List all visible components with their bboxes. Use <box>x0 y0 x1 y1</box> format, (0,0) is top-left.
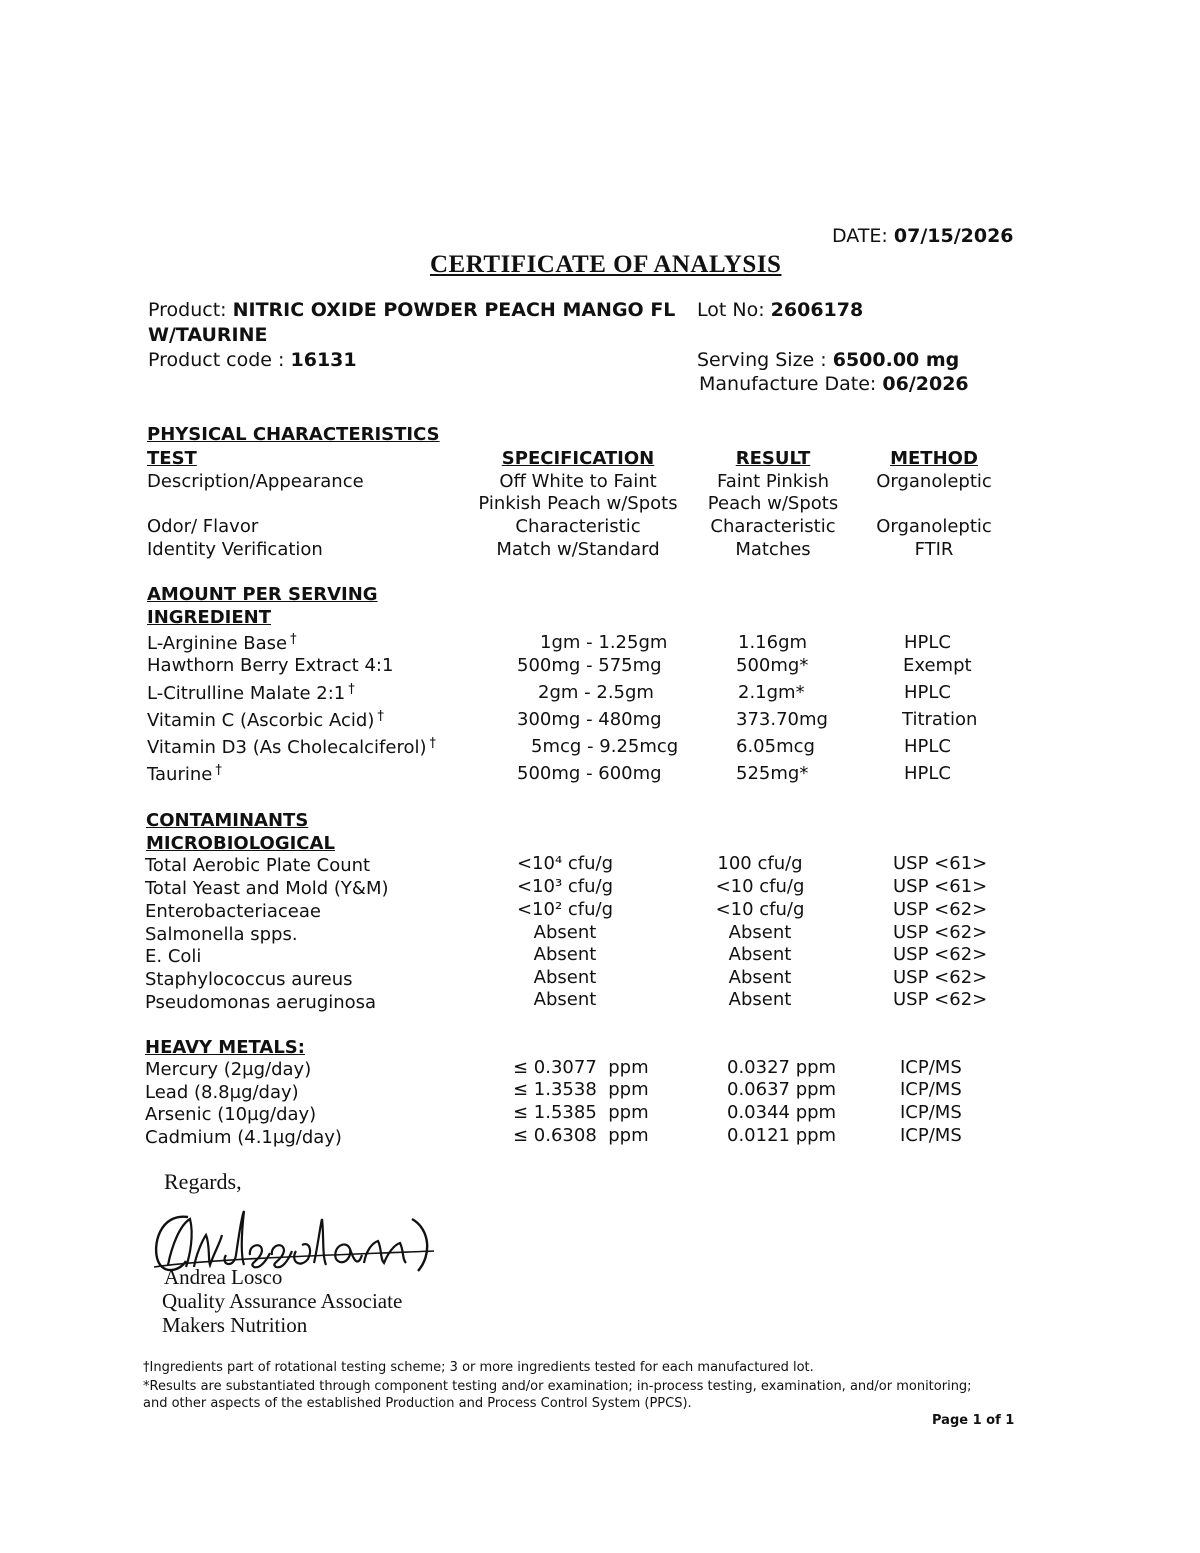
micro-spec-5: Absent <box>533 944 597 965</box>
mfg-value: 06/2026 <box>882 373 969 395</box>
spec-min: 2gm <box>538 682 579 703</box>
dagger-mark: † <box>215 763 222 778</box>
physical-spec-1a: Off White to Faint <box>499 471 657 492</box>
header-result: RESULT <box>735 448 811 469</box>
micro-spec-4: Absent <box>533 922 597 943</box>
ingredient-result-5: 6.05mcg <box>736 736 815 757</box>
ingredient-name-5 <box>147 736 436 758</box>
manufacture-date <box>699 373 969 395</box>
micro-result-2: <10 cfu/g <box>715 876 805 897</box>
micro-spec-2: <10³ cfu/g <box>516 876 614 897</box>
micro-spec-1: <10⁴ cfu/g <box>516 853 614 874</box>
spec-max: - 600mg <box>586 763 662 784</box>
ingredient-method-3: HPLC <box>904 682 951 703</box>
ingredient-header: INGREDIENT <box>147 607 271 628</box>
metal-method-1: ICP/MS <box>900 1057 962 1078</box>
micro-test-5: E. Coli <box>145 946 202 967</box>
ingredient-spec-4 <box>517 709 662 730</box>
micro-result-1: 100 cfu/g <box>717 853 803 874</box>
microbiological-header: MICROBIOLOGICAL <box>146 833 335 854</box>
physical-spec-1b: Pinkish Peach w/Spots <box>478 493 678 514</box>
ingredient-label: Taurine <box>147 764 213 785</box>
product-label: Product: <box>148 299 227 321</box>
physical-method-1: Organoleptic <box>876 471 992 492</box>
document-title: CERTIFICATE OF ANALYSIS <box>430 251 782 278</box>
ingredient-method-5: HPLC <box>904 736 951 757</box>
ingredient-spec-2 <box>517 655 662 676</box>
metal-test-1: Mercury (2µg/day) <box>145 1059 312 1080</box>
physical-result-3: Matches <box>735 539 811 560</box>
amount-section-title: AMOUNT PER SERVING <box>147 584 378 605</box>
spec-max: - 9.25mcg <box>587 736 679 757</box>
ingredient-name-4 <box>147 709 384 731</box>
spec-min: 500mg <box>517 763 581 784</box>
product-line <box>148 299 675 321</box>
metal-spec-3: ≤ 1.5385 ppm <box>513 1102 649 1123</box>
metal-spec-2: ≤ 1.3538 ppm <box>513 1079 649 1100</box>
metal-method-3: ICP/MS <box>900 1102 962 1123</box>
ingredient-name-2: Hawthorn Berry Extract 4:1 <box>147 655 394 676</box>
date <box>832 225 1014 247</box>
physical-method-2: Organoleptic <box>876 516 992 537</box>
lot-value: 2606178 <box>770 299 864 321</box>
contaminants-section-title: CONTAMINANTS <box>146 810 309 831</box>
footnote-star-line2: and other aspects of the established Production and Process Control System (PPCS). <box>143 1396 692 1411</box>
serving-size <box>697 349 959 371</box>
micro-method-1: USP <61> <box>893 853 988 874</box>
physical-method-3: FTIR <box>914 539 954 560</box>
company-name: Makers Nutrition <box>162 1313 308 1337</box>
ingredient-label: Vitamin D3 (As Cholecalciferol) <box>147 737 427 758</box>
ingredient-name-3 <box>147 682 355 704</box>
micro-test-1: Total Aerobic Plate Count <box>145 855 371 876</box>
spec-min: 300mg <box>517 709 581 730</box>
ingredient-method-1: HPLC <box>904 632 951 653</box>
page-number: Page 1 of 1 <box>932 1413 1015 1428</box>
regards-text: Regards, <box>164 1169 242 1194</box>
micro-result-3: <10 cfu/g <box>715 899 805 920</box>
footnote-dagger: †Ingredients part of rotational testing scheme; 3 or more ingredients tested for each manufactured lot. <box>143 1360 814 1375</box>
ingredient-result-2: 500mg* <box>736 655 809 676</box>
dagger-mark: † <box>290 632 297 647</box>
ingredient-label: L-Arginine Base <box>147 633 288 654</box>
product-code-value: 16131 <box>290 349 357 371</box>
physical-result-1a: Faint Pinkish <box>717 471 829 492</box>
date-value: 07/15/2026 <box>893 225 1014 247</box>
micro-spec-7: Absent <box>533 989 597 1010</box>
ingredient-label: Vitamin C (Ascorbic Acid) <box>147 710 375 731</box>
physical-test-1: Description/Appearance <box>147 471 364 492</box>
spec-max: - 1.25gm <box>586 632 668 653</box>
spec-min: 500mg <box>517 655 581 676</box>
physical-section-title: PHYSICAL CHARACTERISTICS <box>147 424 440 445</box>
micro-test-7: Pseudomonas aeruginosa <box>145 992 377 1013</box>
ingredient-spec-1 <box>540 632 667 653</box>
signer-role: Quality Assurance Associate <box>162 1289 403 1313</box>
product-code-label: Product code : <box>148 349 285 371</box>
micro-spec-6: Absent <box>533 967 597 988</box>
product-code <box>148 349 357 371</box>
spec-max: - 575mg <box>586 655 662 676</box>
metal-test-4: Cadmium (4.1µg/day) <box>145 1127 342 1148</box>
metal-method-4: ICP/MS <box>900 1125 962 1146</box>
micro-result-7: Absent <box>728 989 792 1010</box>
lot-label: Lot No: <box>697 299 765 321</box>
spec-max: - 480mg <box>586 709 662 730</box>
dagger-mark: † <box>348 682 355 697</box>
heavy-metals-title: HEAVY METALS: <box>145 1037 305 1058</box>
mfg-label: Manufacture Date: <box>699 373 877 395</box>
ingredient-result-6: 525mg* <box>736 763 809 784</box>
metal-result-2: 0.0637 ppm <box>727 1079 837 1100</box>
date-label: DATE: <box>832 225 888 247</box>
dagger-mark: † <box>429 736 436 751</box>
product-name-line2: W/TAURINE <box>148 324 268 346</box>
micro-test-6: Staphylococcus aureus <box>145 969 353 990</box>
ingredient-result-1: 1.16gm <box>738 632 808 653</box>
spec-min: 5mcg <box>531 736 582 757</box>
ingredient-result-4: 373.70mg <box>736 709 828 730</box>
spec-min: 1gm <box>540 632 581 653</box>
metal-result-3: 0.0344 ppm <box>727 1102 837 1123</box>
micro-method-7: USP <62> <box>893 989 988 1010</box>
ingredient-method-4: Titration <box>902 709 978 730</box>
micro-test-3: Enterobacteriaceae <box>145 901 321 922</box>
ingredient-result-3: 2.1gm* <box>738 682 805 703</box>
micro-method-2: USP <61> <box>893 876 988 897</box>
physical-result-2: Characteristic <box>710 516 836 537</box>
metal-spec-4: ≤ 0.6308 ppm <box>513 1125 649 1146</box>
micro-test-2: Total Yeast and Mold (Y&M) <box>145 878 389 899</box>
spec-max: - 2.5gm <box>584 682 654 703</box>
ingredient-spec-5 <box>531 736 678 757</box>
dagger-mark: † <box>377 709 384 724</box>
physical-result-1b: Peach w/Spots <box>707 493 839 514</box>
metal-spec-1: ≤ 0.3077 ppm <box>513 1057 649 1078</box>
header-method: METHOD <box>890 448 978 469</box>
metal-test-2: Lead (8.8µg/day) <box>145 1082 299 1103</box>
ingredient-method-2: Exempt <box>903 655 972 676</box>
serving-value: 6500.00 mg <box>832 349 960 371</box>
micro-result-4: Absent <box>728 922 792 943</box>
metal-method-2: ICP/MS <box>900 1079 962 1100</box>
physical-spec-3: Match w/Standard <box>496 539 660 560</box>
metal-result-4: 0.0121 ppm <box>727 1125 837 1146</box>
metal-test-3: Arsenic (10µg/day) <box>145 1104 317 1125</box>
header-test: TEST <box>147 448 197 469</box>
lot-number <box>697 299 863 321</box>
product-name: NITRIC OXIDE POWDER PEACH MANGO FL <box>232 299 676 321</box>
micro-result-5: Absent <box>728 944 792 965</box>
micro-test-4: Salmonella spps. <box>145 924 298 945</box>
signer-name: Andrea Losco <box>164 1265 283 1289</box>
physical-spec-2: Characteristic <box>515 516 641 537</box>
ingredient-name-1 <box>147 632 297 654</box>
header-specification: SPECIFICATION <box>501 448 655 469</box>
micro-method-3: USP <62> <box>893 899 988 920</box>
micro-method-6: USP <62> <box>893 967 988 988</box>
ingredient-label: L-Citrulline Malate 2:1 <box>147 683 346 704</box>
micro-method-4: USP <62> <box>893 922 988 943</box>
ingredient-spec-6 <box>517 763 662 784</box>
physical-test-3: Identity Verification <box>147 539 323 560</box>
ingredient-spec-3 <box>538 682 654 703</box>
ingredient-name-6 <box>147 763 222 785</box>
metal-result-1: 0.0327 ppm <box>727 1057 837 1078</box>
footnote-star-line1: *Results are substantiated through component testing and/or examination; in-process testing, examination, and/or monitoring; <box>143 1379 972 1394</box>
ingredient-method-6: HPLC <box>904 763 951 784</box>
physical-test-2: Odor/ Flavor <box>147 516 259 537</box>
serving-label: Serving Size : <box>697 349 827 371</box>
micro-spec-3: <10² cfu/g <box>516 899 614 920</box>
micro-method-5: USP <62> <box>893 944 988 965</box>
micro-result-6: Absent <box>728 967 792 988</box>
